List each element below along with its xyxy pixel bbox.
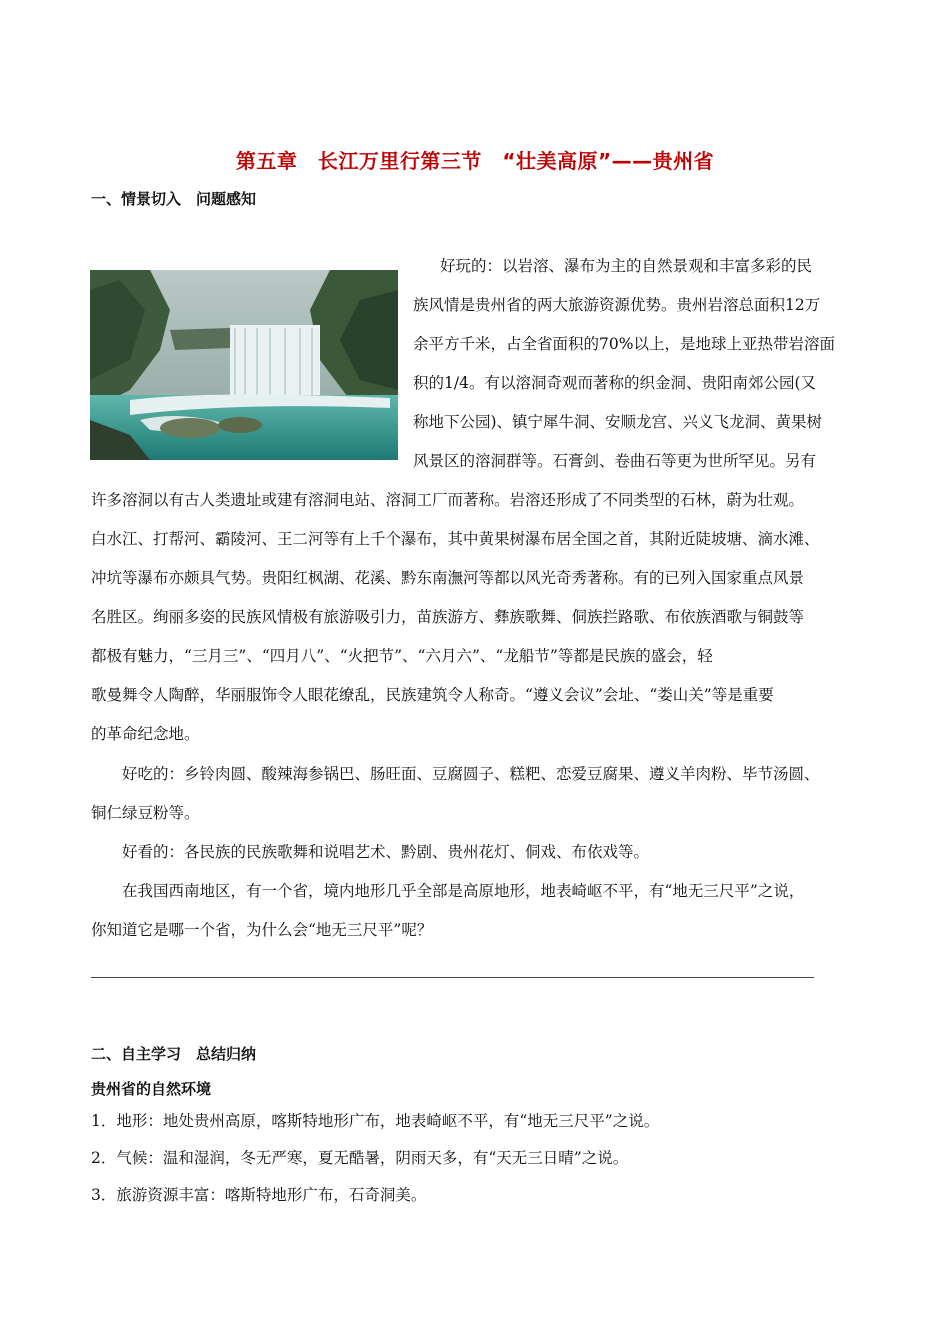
paragraph-line: 在我国西南地区，有一个省，境内地形几乎全部是高原地形，地表崎岖不平，有“地无三尺平”之说， <box>122 882 805 900</box>
paragraph-line: 都极有魅力，“三月三”、“四月八”、“火把节”、“六月六”、“龙船节”等都是民族的盛会，轻 <box>91 647 713 665</box>
paragraph-line: 许多溶洞以有古人类遗址或建有溶洞电站、溶洞工厂而著称。岩溶还形成了不同类型的石林，蔚为壮观。 <box>91 491 805 509</box>
paragraph-line: 风景区的溶洞群等。石膏剑、卷曲石等更为世所罕见。另有 <box>413 452 817 470</box>
section2-heading: 二、自主学习 总结归纳 <box>91 1045 257 1063</box>
paragraph-line: 族风情是贵州省的两大旅游资源优势。贵州岩溶总面积12万 <box>413 296 821 314</box>
list-item: 3．旅游资源丰富：喀斯特地形广布，石奇洞美。 <box>91 1186 427 1204</box>
page-title: 第五章 长江万里行第三节 “壮美高原”——贵州省 <box>235 149 715 173</box>
answer-line <box>91 977 814 978</box>
waterfall-photo <box>90 270 398 460</box>
section1-heading: 一、情景切入 问题感知 <box>91 190 257 208</box>
paragraph-line: 名胜区。绚丽多姿的民族风情极有旅游吸引力，苗族游方、彝族歌舞、侗族拦路歌、布依族酒歌与铜鼓等 <box>91 608 805 626</box>
paragraph-line: 歌曼舞令人陶醉，华丽服饰令人眼花缭乱，民族建筑令人称奇。“遵义会议”会址、“娄山关”等是重要 <box>91 686 774 704</box>
list-item: 1．地形：地处贵州高原，喀斯特地形广布，地表崎岖不平，有“地无三尺平”之说。 <box>91 1112 660 1130</box>
list-item: 2．气候：温和湿润，冬无严寒，夏无酷暑，阴雨天多，有“天无三日晴”之说。 <box>91 1149 629 1167</box>
paragraph-line: 称地下公园)、镇宁犀牛洞、安顺龙宫、兴义飞龙洞、黄果树 <box>413 413 823 431</box>
paragraph-line: 冲坑等瀑布亦颇具气势。贵阳红枫湖、花溪、黔东南潕河等都以风光奇秀著称。有的已列入国家重点风景 <box>91 569 805 587</box>
paragraph-line: 铜仁绿豆粉等。 <box>91 804 200 822</box>
paragraph-line: 余平方千米，占全省面积的70%以上，是地球上亚热带岩溶面 <box>413 335 835 353</box>
paragraph-line: 白水江、打帮河、霸陵河、王二河等有上千个瀑布，其中黄果树瀑布居全国之首，其附近陡坡塘、滴水滩、 <box>91 530 820 548</box>
paragraph-line: 积的1/4。有以溶洞奇观而著称的织金洞、贵阳南郊公园(又 <box>413 374 816 392</box>
paragraph-line: 你知道它是哪一个省，为什么会“地无三尺平”呢？ <box>91 921 433 939</box>
paragraph-line: 好玩的：以岩溶、瀑布为主的自然景观和丰富多彩的民 <box>440 257 813 275</box>
paragraph-line: 的革命纪念地。 <box>91 725 200 743</box>
section2-subheading: 贵州省的自然环境 <box>91 1080 212 1098</box>
paragraph-line: 好看的：各民族的民族歌舞和说唱艺术、黔剧、贵州花灯、侗戏、布依戏等。 <box>122 843 650 861</box>
paragraph-line: 好吃的：乡铃肉圆、酸辣海参锅巴、肠旺面、豆腐圆子、糕粑、恋爱豆腐果、遵义羊肉粉、毕节汤圆、 <box>122 765 820 783</box>
